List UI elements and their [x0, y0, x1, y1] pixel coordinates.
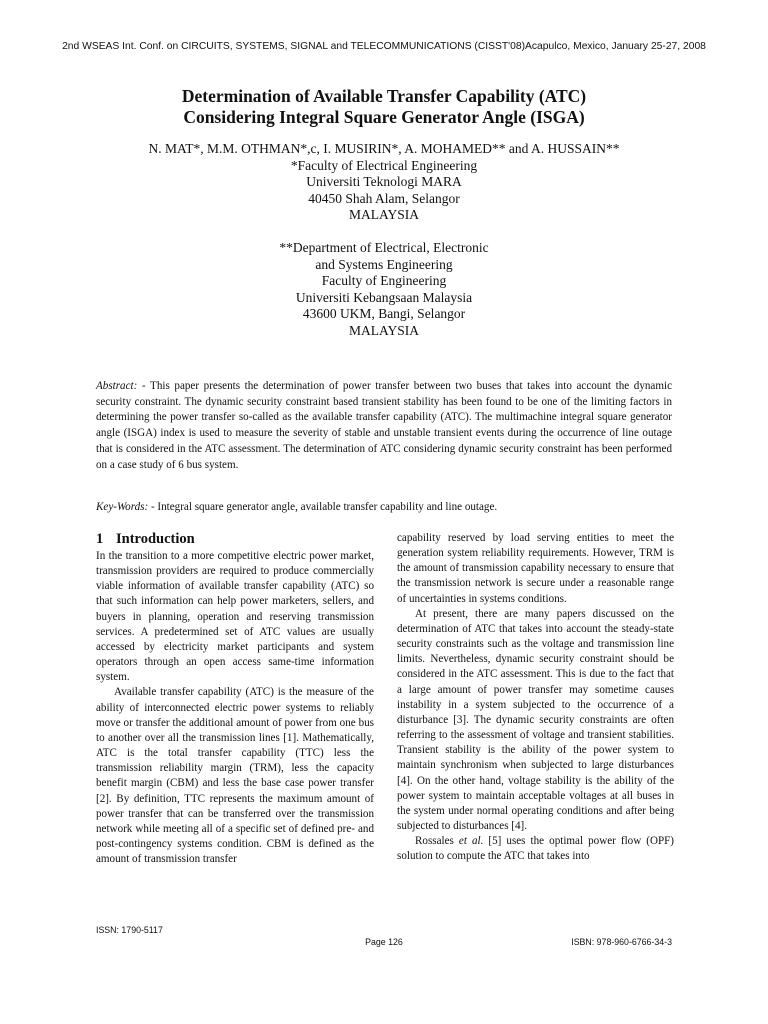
footer-issn: ISSN: 1790-5117: [96, 925, 163, 935]
affiliation-1-line: Universiti Teknologi MARA: [306, 174, 462, 189]
affiliation-1-line: MALAYSIA: [348, 207, 419, 222]
keywords-label: Key-Words:: [96, 501, 149, 513]
keywords: [96, 500, 672, 515]
section-heading-introduction: [96, 531, 374, 548]
intro-paragraph-2: Available transfer capability (ATC) is the measure of the ability of interconnected electric power systems to reliably move or transfer the additional amount of power from one bus to another over all the transmission lines [1]. Mathematically, ATC is the total transfer capability (TTC) less the transmission reliability margin (TRM), less the capacity benefit margin (CBM) and less the base case power transfer [2]. By definition, TTC represents the maximum amount of power transfer that can be transferred over the transmission network while meeting all of a specific set of defined pre- and post-contingency systems condition. CBM is defined as the amount of transmission transfer: [96, 686, 374, 866]
affiliation-2-line: MALAYSIA: [348, 322, 419, 338]
affiliation-2-line: 43600 UKM, Bangi, Selangor: [302, 306, 466, 321]
abstract-text: - This paper presents the determination of power transfer between two buses that takes into account the dynamic security constraint. The dynamic security constraint based transient stability has been found to be one of the limiting factors in determining the power transfer so-called as the available transfer capability (ATC). The multimachine integral square generator angle (ISGA) index is used to measure the severity of stable and unstable transient events during the occurrence of line outage that is considered in the ATC assessment. The determination of ATC considering dynamic security constraint has been performed on a case study of 6 bus system.: [96, 380, 672, 471]
affiliation-2-line: **Department of Electrical, Electronic: [279, 240, 489, 255]
intro-paragraph-1: In the transition to a more competitive electric power market, transmission providers are required to produce commercially viable information of available transfer capability (ATC) so that such information can help power marketers, sellers, and buyers in planning, operation and reserving transmission services. A predetermined set of ATC values are usually accessed by electricity market participants and system operators through an open access same-time information system.: [96, 550, 374, 684]
affiliation-2-line: and Systems Engineering: [315, 256, 453, 272]
affiliation-1-line: 40450 Shah Alam, Selangor: [308, 190, 460, 206]
paper-title: [0, 86, 768, 128]
intro-paragraph-5: [397, 834, 674, 864]
affiliation-2-line: Faculty of Engineering: [321, 273, 447, 288]
affiliation-2-line: Universiti Kebangsaan Malaysia: [295, 289, 473, 305]
right-column: [397, 531, 674, 864]
intro-paragraph-3: capability reserved by load serving entities to meet the generation system reliability requirements. However, TRM is the amount of transmission capability necessary to ensure that the transmission network is secure under a reasonable range of uncertainties in systems conditions.: [397, 532, 674, 605]
footer-page-number: Page 126: [365, 937, 403, 947]
section-number: 1: [96, 531, 104, 547]
title-line-2: Considering Integral Square Generator Angle (ISGA): [183, 107, 585, 127]
keywords-text: - Integral square generator angle, available transfer capability and line outage.: [148, 501, 498, 513]
title-line-1: Determination of Available Transfer Capability (ATC): [181, 86, 587, 106]
conference-header: 2nd WSEAS Int. Conf. on CIRCUITS, SYSTEMS, SIGNAL and TELECOMMUNICATIONS (CISST'08)Acapulco, Mexico, January 25-27, 2008: [62, 41, 706, 52]
p5-start: Rossales: [415, 835, 459, 848]
affiliation-2-block: [0, 240, 768, 339]
intro-paragraph-4: At present, there are many papers discussed on the determination of ATC that takes into account the steady-state security constraints such as the voltage and transmission line limits. Nevertheless, dynamic security constraint should be considered in the ATC assessment. This is due to the fact that a large amount of power transfer may sometime causes instability in a system subjected to the occurrence of a disturbance [3]. The dynamic security constraints are often referring to the assessment of voltage and transient stabilities. Transient stability is the ability of the power system to maintain synchronism when subjected to large disturbances [4]. On the other hand, voltage stability is the ability of the power system to maintain acceptable voltages at all buses in the system under normal operating conditions and after being subjected to disturbances [4].: [397, 607, 674, 832]
p5-end: [5] uses the optimal power flow (OPF) solution to compute the ATC that takes into: [397, 835, 675, 863]
author-names: N. MAT*, M.M. OTHMAN*,c, I. MUSIRIN*, A. MOHAMED** and A. HUSSAIN**: [148, 141, 620, 156]
authors-block: [0, 141, 768, 224]
affiliation-1-line: *Faculty of Electrical Engineering: [290, 157, 478, 173]
p5-etal: et al.: [458, 835, 484, 848]
section-title: Introduction: [116, 531, 195, 547]
footer-isbn: ISBN: 978-960-6766-34-3: [571, 937, 672, 947]
abstract: [96, 379, 672, 473]
left-column: [96, 531, 374, 867]
abstract-label: Abstract:: [96, 380, 138, 392]
